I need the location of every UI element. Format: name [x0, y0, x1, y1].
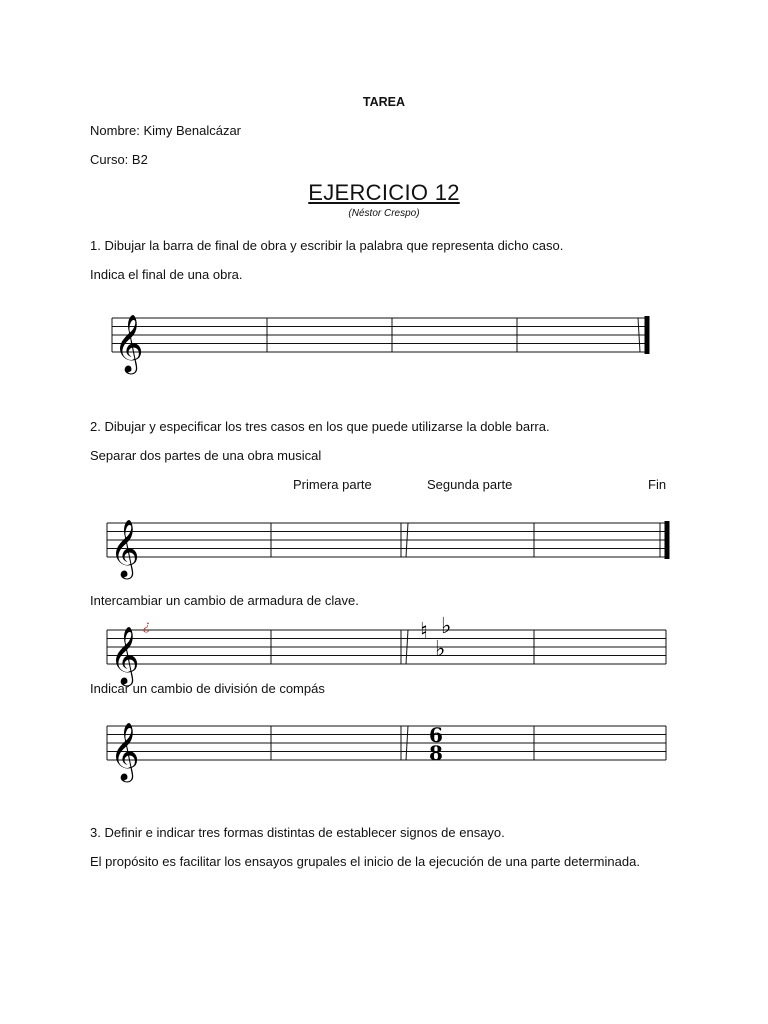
student-name: Nombre: Kimy Benalcázar — [90, 123, 241, 138]
flat-sign-icon: ♭ — [441, 614, 452, 639]
question-1: 1. Dibujar la barra de final de obra y escribir la palabra que representa dicho caso. — [90, 238, 564, 253]
course-line: Curso: B2 — [90, 152, 148, 167]
natural-sign-icon: ♮ — [420, 619, 428, 644]
red-mark-icon: ¿ — [143, 619, 150, 634]
treble-clef-icon: 𝄞 — [110, 722, 140, 780]
question-2: 2. Dibujar y especificar los tres casos en los que puede utilizarse la doble barra. — [90, 419, 550, 434]
staff-lines — [107, 630, 666, 664]
page-title: TAREA — [362, 95, 406, 109]
exercise-author: (Néstor Crespo) — [348, 208, 420, 219]
answer-3: El propósito es facilitar los ensayos grupales el inicio de la ejecución de una parte determinada. — [90, 854, 640, 869]
treble-clef-icon: 𝄞 — [110, 519, 140, 577]
question-3: 3. Definir e indicar tres formas distintas de establecer signos de ensayo. — [90, 825, 505, 840]
staff-time-change — [0, 708, 768, 788]
treble-clef-icon: 𝄞 — [114, 314, 144, 372]
label-fin: Fin — [648, 477, 667, 492]
staff-lines — [107, 726, 666, 760]
staff-lines — [112, 318, 649, 352]
case-3-label: Indicar un cambio de división de compás — [90, 681, 325, 696]
staff-double-bar-parts — [0, 505, 768, 585]
case-2-label: Intercambiar un cambio de armadura de clave. — [90, 593, 359, 608]
answer-1: Indica el final de una obra. — [90, 267, 243, 282]
staff-final-barline — [0, 300, 768, 380]
exercise-title: EJERCICIO 12 — [308, 180, 460, 205]
label-segunda-parte: Segunda parte — [427, 477, 513, 492]
staff-key-change — [0, 612, 768, 692]
label-primera-parte: Primera parte — [293, 477, 372, 492]
treble-clef-icon: 𝄞 — [110, 626, 140, 684]
time-signature-bottom: 8 — [429, 741, 443, 765]
staff-lines — [107, 523, 668, 557]
case-1-label: Separar dos partes de una obra musical — [90, 448, 322, 463]
time-signature-top: 6 — [429, 723, 443, 747]
flat-sign-icon: ♭ — [435, 637, 446, 662]
